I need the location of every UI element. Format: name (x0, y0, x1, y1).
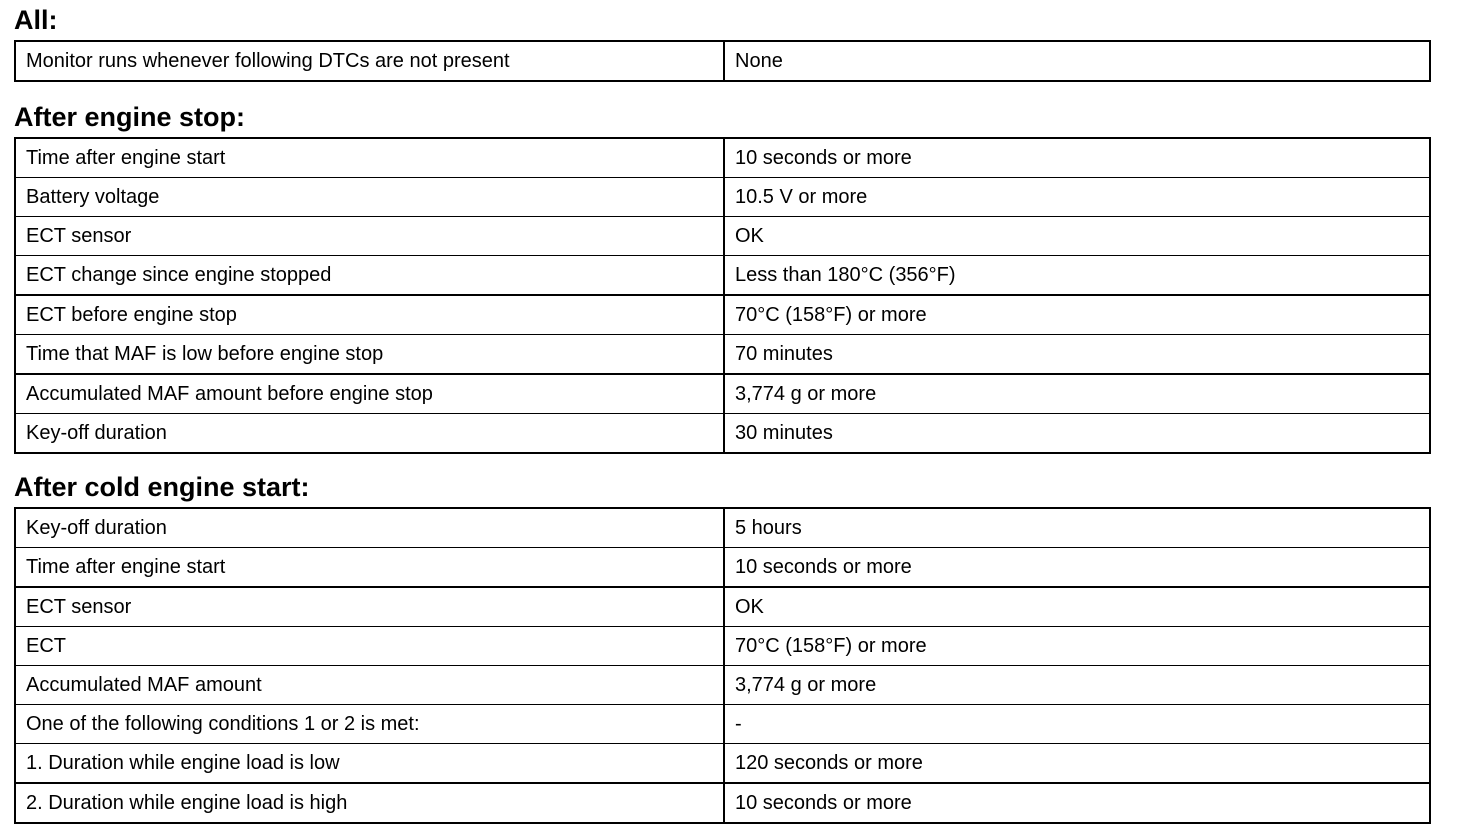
section-title-all: All: (14, 5, 58, 35)
condition-value: 120 seconds or more (724, 744, 1430, 784)
condition-value: 70°C (158°F) or more (724, 627, 1430, 666)
condition-label: Monitor runs whenever following DTCs are not present (15, 41, 724, 81)
condition-value: Less than 180°C (356°F) (724, 256, 1430, 296)
section-title-after-cold-engine-start: After cold engine start: (14, 472, 310, 502)
condition-value: OK (724, 217, 1430, 256)
condition-label: 2. Duration while engine load is high (15, 783, 724, 823)
condition-label: ECT before engine stop (15, 295, 724, 335)
table-row (15, 666, 1430, 705)
condition-label: Time after engine start (15, 138, 724, 178)
condition-label: ECT (15, 627, 724, 666)
table-row (15, 256, 1430, 296)
condition-value: - (724, 705, 1430, 744)
conditions-table-all (14, 40, 1431, 82)
section-title-after-engine-stop: After engine stop: (14, 102, 246, 132)
condition-label: Time that MAF is low before engine stop (15, 335, 724, 375)
condition-label: Battery voltage (15, 178, 724, 217)
condition-label: Key-off duration (15, 414, 724, 454)
condition-value: 30 minutes (724, 414, 1430, 454)
condition-label: Accumulated MAF amount (15, 666, 724, 705)
table-row (15, 587, 1430, 627)
condition-value: None (724, 41, 1430, 81)
conditions-table-after-engine-stop (14, 137, 1431, 454)
condition-label: Accumulated MAF amount before engine stop (15, 374, 724, 414)
condition-value: 3,774 g or more (724, 374, 1430, 414)
condition-label: 1. Duration while engine load is low (15, 744, 724, 784)
table-row (15, 295, 1430, 335)
condition-value: 70°C (158°F) or more (724, 295, 1430, 335)
condition-value: 10 seconds or more (724, 783, 1430, 823)
condition-label: One of the following conditions 1 or 2 is met: (15, 705, 724, 744)
table-row (15, 374, 1430, 414)
condition-label: ECT change since engine stopped (15, 256, 724, 296)
condition-value: 5 hours (724, 508, 1430, 548)
table-row (15, 744, 1430, 784)
condition-value: OK (724, 587, 1430, 627)
table-row (15, 627, 1430, 666)
table-row (15, 217, 1430, 256)
condition-value: 10.5 V or more (724, 178, 1430, 217)
table-row (15, 783, 1430, 823)
conditions-table-after-cold-engine-start (14, 507, 1431, 824)
table-row (15, 414, 1430, 454)
condition-value: 3,774 g or more (724, 666, 1430, 705)
table-row (15, 548, 1430, 588)
condition-value: 10 seconds or more (724, 138, 1430, 178)
condition-label: Time after engine start (15, 548, 724, 588)
table-row (15, 508, 1430, 548)
condition-label: ECT sensor (15, 217, 724, 256)
condition-value: 10 seconds or more (724, 548, 1430, 588)
table-row (15, 335, 1430, 375)
table-row (15, 178, 1430, 217)
table-row (15, 705, 1430, 744)
condition-label: ECT sensor (15, 587, 724, 627)
condition-value: 70 minutes (724, 335, 1430, 375)
table-row (15, 41, 1430, 81)
condition-label: Key-off duration (15, 508, 724, 548)
table-row (15, 138, 1430, 178)
